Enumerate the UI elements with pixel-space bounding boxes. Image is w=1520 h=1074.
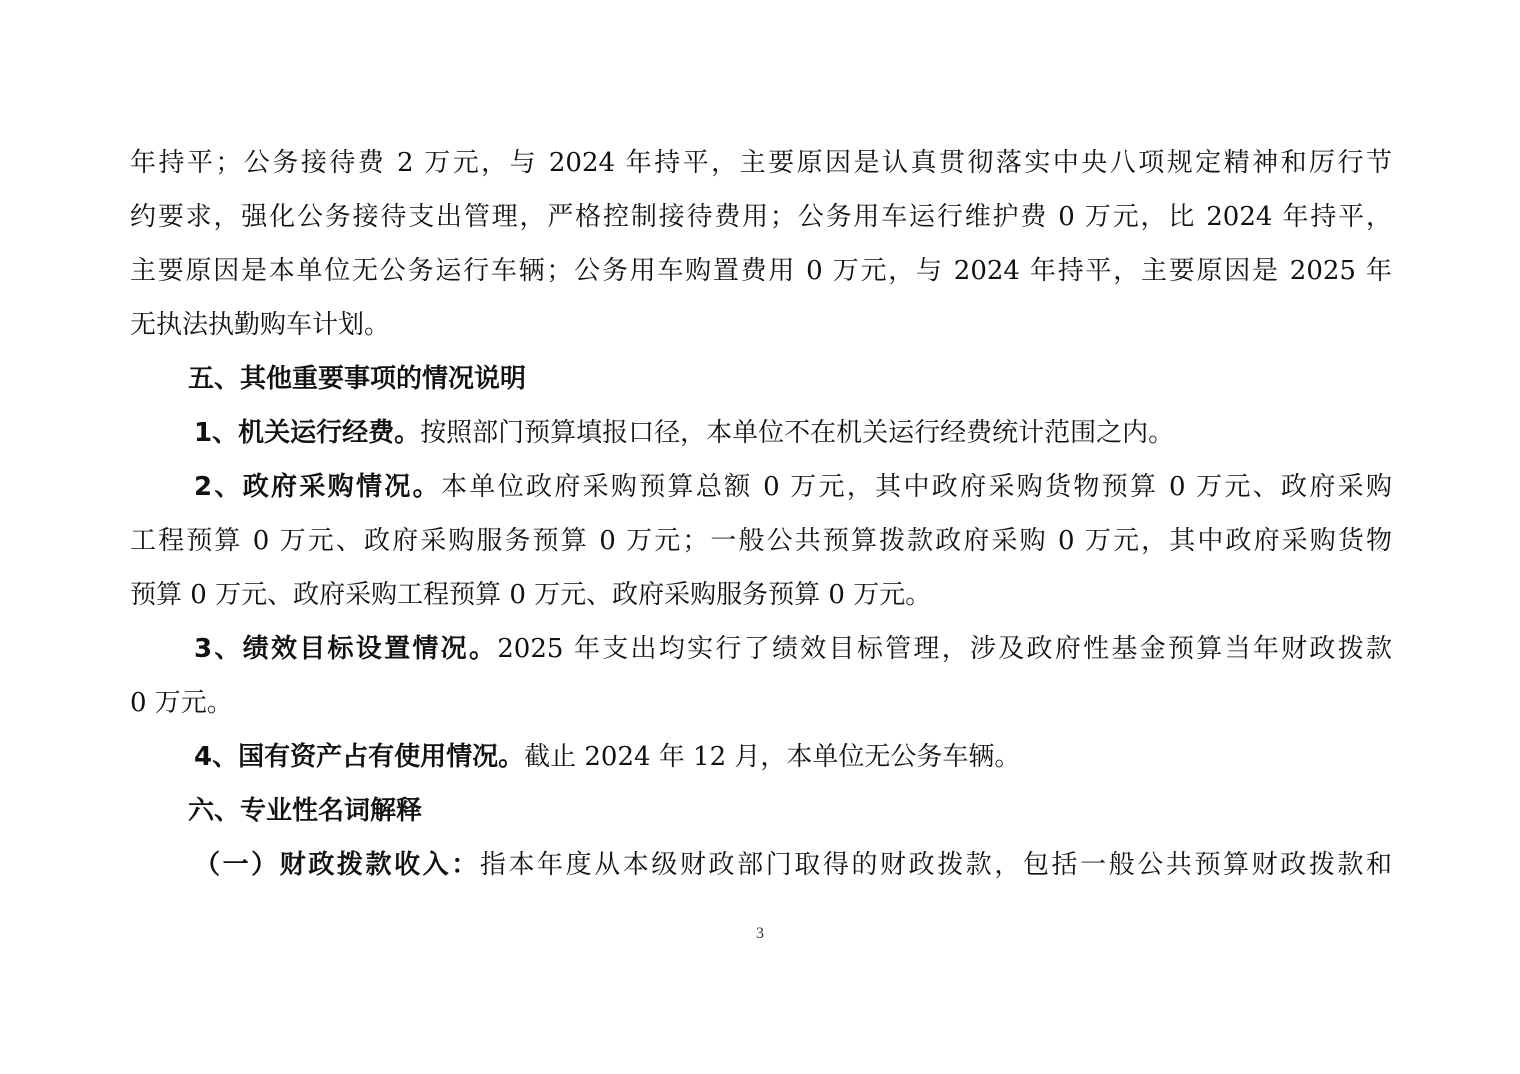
paragraph-line: 无执法执勤购车计划。 — [130, 310, 391, 340]
item-3-cont-line: 0 万元。 — [130, 688, 233, 718]
item-1-text: 按照部门预算填报口径，本单位不在机关运行经费统计范围之内。 — [420, 418, 1175, 448]
item-3-lead: 3、绩效目标设置情况。 — [194, 634, 498, 664]
section-heading-6: 六、专业性名词解释 — [188, 796, 423, 826]
term-1-text: 指本年度从本级财政部门取得的财政拨款，包括一般公共预算财政拨款和 — [479, 850, 1392, 880]
item-2-line — [130, 460, 1392, 514]
paragraph-line: 主要原因是本单位无公务运行车辆；公务用车购置费用 0 万元，与 2024 年持平，主要原因是 2025 年 — [130, 256, 1392, 286]
item-2-cont-line: 预算 0 万元、政府采购工程预算 0 万元、政府采购服务预算 0 万元。 — [130, 580, 932, 610]
term-1-lead: （一）财政拨款收入： — [194, 850, 480, 880]
item-1-lead: 1、机关运行经费。 — [194, 418, 421, 448]
paragraph-line: 约要求，强化公务接待支出管理，严格控制接待费用；公务用车运行维护费 0 万元，比 2024 年持平， — [130, 202, 1392, 232]
term-1-line — [130, 838, 1392, 892]
item-4-line — [130, 730, 1392, 784]
item-2-cont-line: 工程预算 0 万元、政府采购服务预算 0 万元；一般公共预算拨款政府采购 0 万元，其中政府采购货物 — [130, 526, 1392, 556]
item-4-text: 截止 2024 年 12 月，本单位无公务车辆。 — [524, 742, 1021, 772]
item-2-text: 本单位政府采购预算总额 0 万元，其中政府采购货物预算 0 万元、政府采购 — [440, 472, 1392, 502]
document-body — [130, 136, 1392, 892]
item-2-lead: 2、政府采购情况。 — [194, 472, 441, 502]
item-3-text: 2025 年支出均实行了绩效目标管理，涉及政府性基金预算当年财政拨款 — [497, 634, 1392, 664]
item-3-line — [130, 622, 1392, 676]
item-1-line — [130, 406, 1392, 460]
paragraph-line: 年持平；公务接待费 2 万元，与 2024 年持平，主要原因是认真贯彻落实中央八项规定精神和厉行节 — [130, 148, 1392, 178]
item-4-lead: 4、国有资产占有使用情况。 — [194, 742, 525, 772]
section-heading-5: 五、其他重要事项的情况说明 — [188, 364, 527, 394]
page-number: 3 — [756, 925, 764, 942]
